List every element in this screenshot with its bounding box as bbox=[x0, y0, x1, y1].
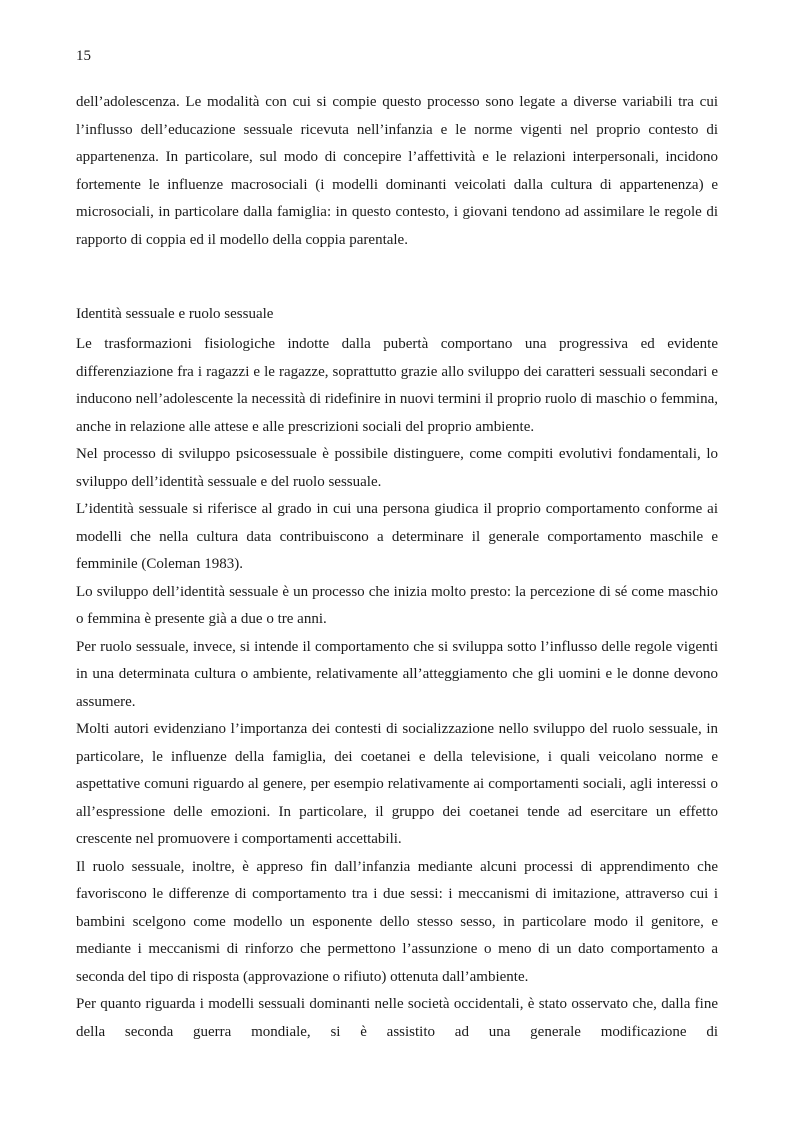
paragraph-4: Lo sviluppo dell’identità sessuale è un processo che inizia molto presto: la percezione di sé come maschio o femmina è presente già a due o tre anni. bbox=[76, 583, 718, 627]
intro-paragraph: dell’adolescenza. Le modalità con cui si compie questo processo sono legate a diverse variabili tra cui l’influsso dell’educazione sessuale ricevuta nell’infanzia e le norme vigenti nel proprio contesto di appartenenza. In particolare, sul modo di concepire l’affettività e le relazioni interpersonali, incidono fortemente le influenze macrosociali (i modelli dominanti veicolati dalla cultura di appartenenza) e microsociali, in particolare dalla famiglia: in questo contesto, i giovani tendono ad assimilare le regole di rapporto di coppia ed il modello della coppia parentale. bbox=[76, 94, 718, 248]
paragraph-8: Per quanto riguarda i modelli sessuali dominanti nelle società occidentali, è stato osservato che, dalla fine della seconda guerra mondiale, si è assistito ad una generale modificazione di bbox=[76, 996, 718, 1040]
paragraph-6: Molti autori evidenziano l’importanza dei contesti di socializzazione nello sviluppo del ruolo sessuale, in particolare, le influenze della famiglia, dei coetanei e della televisione, i quali veicolano norme e aspettative comuni riguardo al genere, per esempio relativamente ai comportamenti sociali, agli interessi o all’espressione delle emozioni. In particolare, il gruppo dei coetanei tende ad esercitare un effetto crescente nel promuovere i comportamenti accettabili. bbox=[76, 721, 718, 847]
page-number: 15 bbox=[76, 48, 91, 64]
paragraph-2: Nel processo di sviluppo psicosessuale è possibile distinguere, come compiti evolutivi fondamentali, lo sviluppo dell’identità sessuale e del ruolo sessuale. bbox=[76, 446, 718, 490]
paragraph-3: L’identità sessuale si riferisce al grado in cui una persona giudica il proprio comportamento conforme ai modelli che nella cultura data contribuiscono a determinare il generale comportamento maschile e femminile (Coleman 1983). bbox=[76, 501, 718, 572]
paragraph-1: Le trasformazioni fisiologiche indotte dalla pubertà comportano una progressiva ed evidente differenziazione fra i ragazzi e le ragazze, soprattutto grazie allo sviluppo dei caratteri sessuali secondari e inducono nell’adolescente la necessità di ridefinire in nuovi termini il proprio ruolo di maschio o femmina, anche in relazione alle attese e alle prescrizioni sociali del proprio ambiente. bbox=[76, 336, 718, 435]
paragraph-5: Per ruolo sessuale, invece, si intende il comportamento che si sviluppa sotto l’influsso delle regole vigenti in una determinata cultura o ambiente, relativamente all’atteggiamento che gli uomini e le donne devono assumere. bbox=[76, 638, 718, 710]
section-body bbox=[76, 331, 718, 1046]
section-heading: Identità sessuale e ruolo sessuale bbox=[76, 306, 274, 322]
paragraph-7: Il ruolo sessuale, inoltre, è appreso fin dall’infanzia mediante alcuni processi di apprendimento che favoriscono le differenze di comportamento tra i due sessi: i meccanismi di imitazione, attraverso cui i bambini scelgono come modello un esponente dello stesso sesso, in particolare modo il genitore, e mediante i meccanismi di rinforzo che permettono l’assunzione o meno di un dato comportamento a seconda del tipo di risposta (approvazione o rifiuto) ottenuta dall’ambiente. bbox=[76, 858, 718, 985]
